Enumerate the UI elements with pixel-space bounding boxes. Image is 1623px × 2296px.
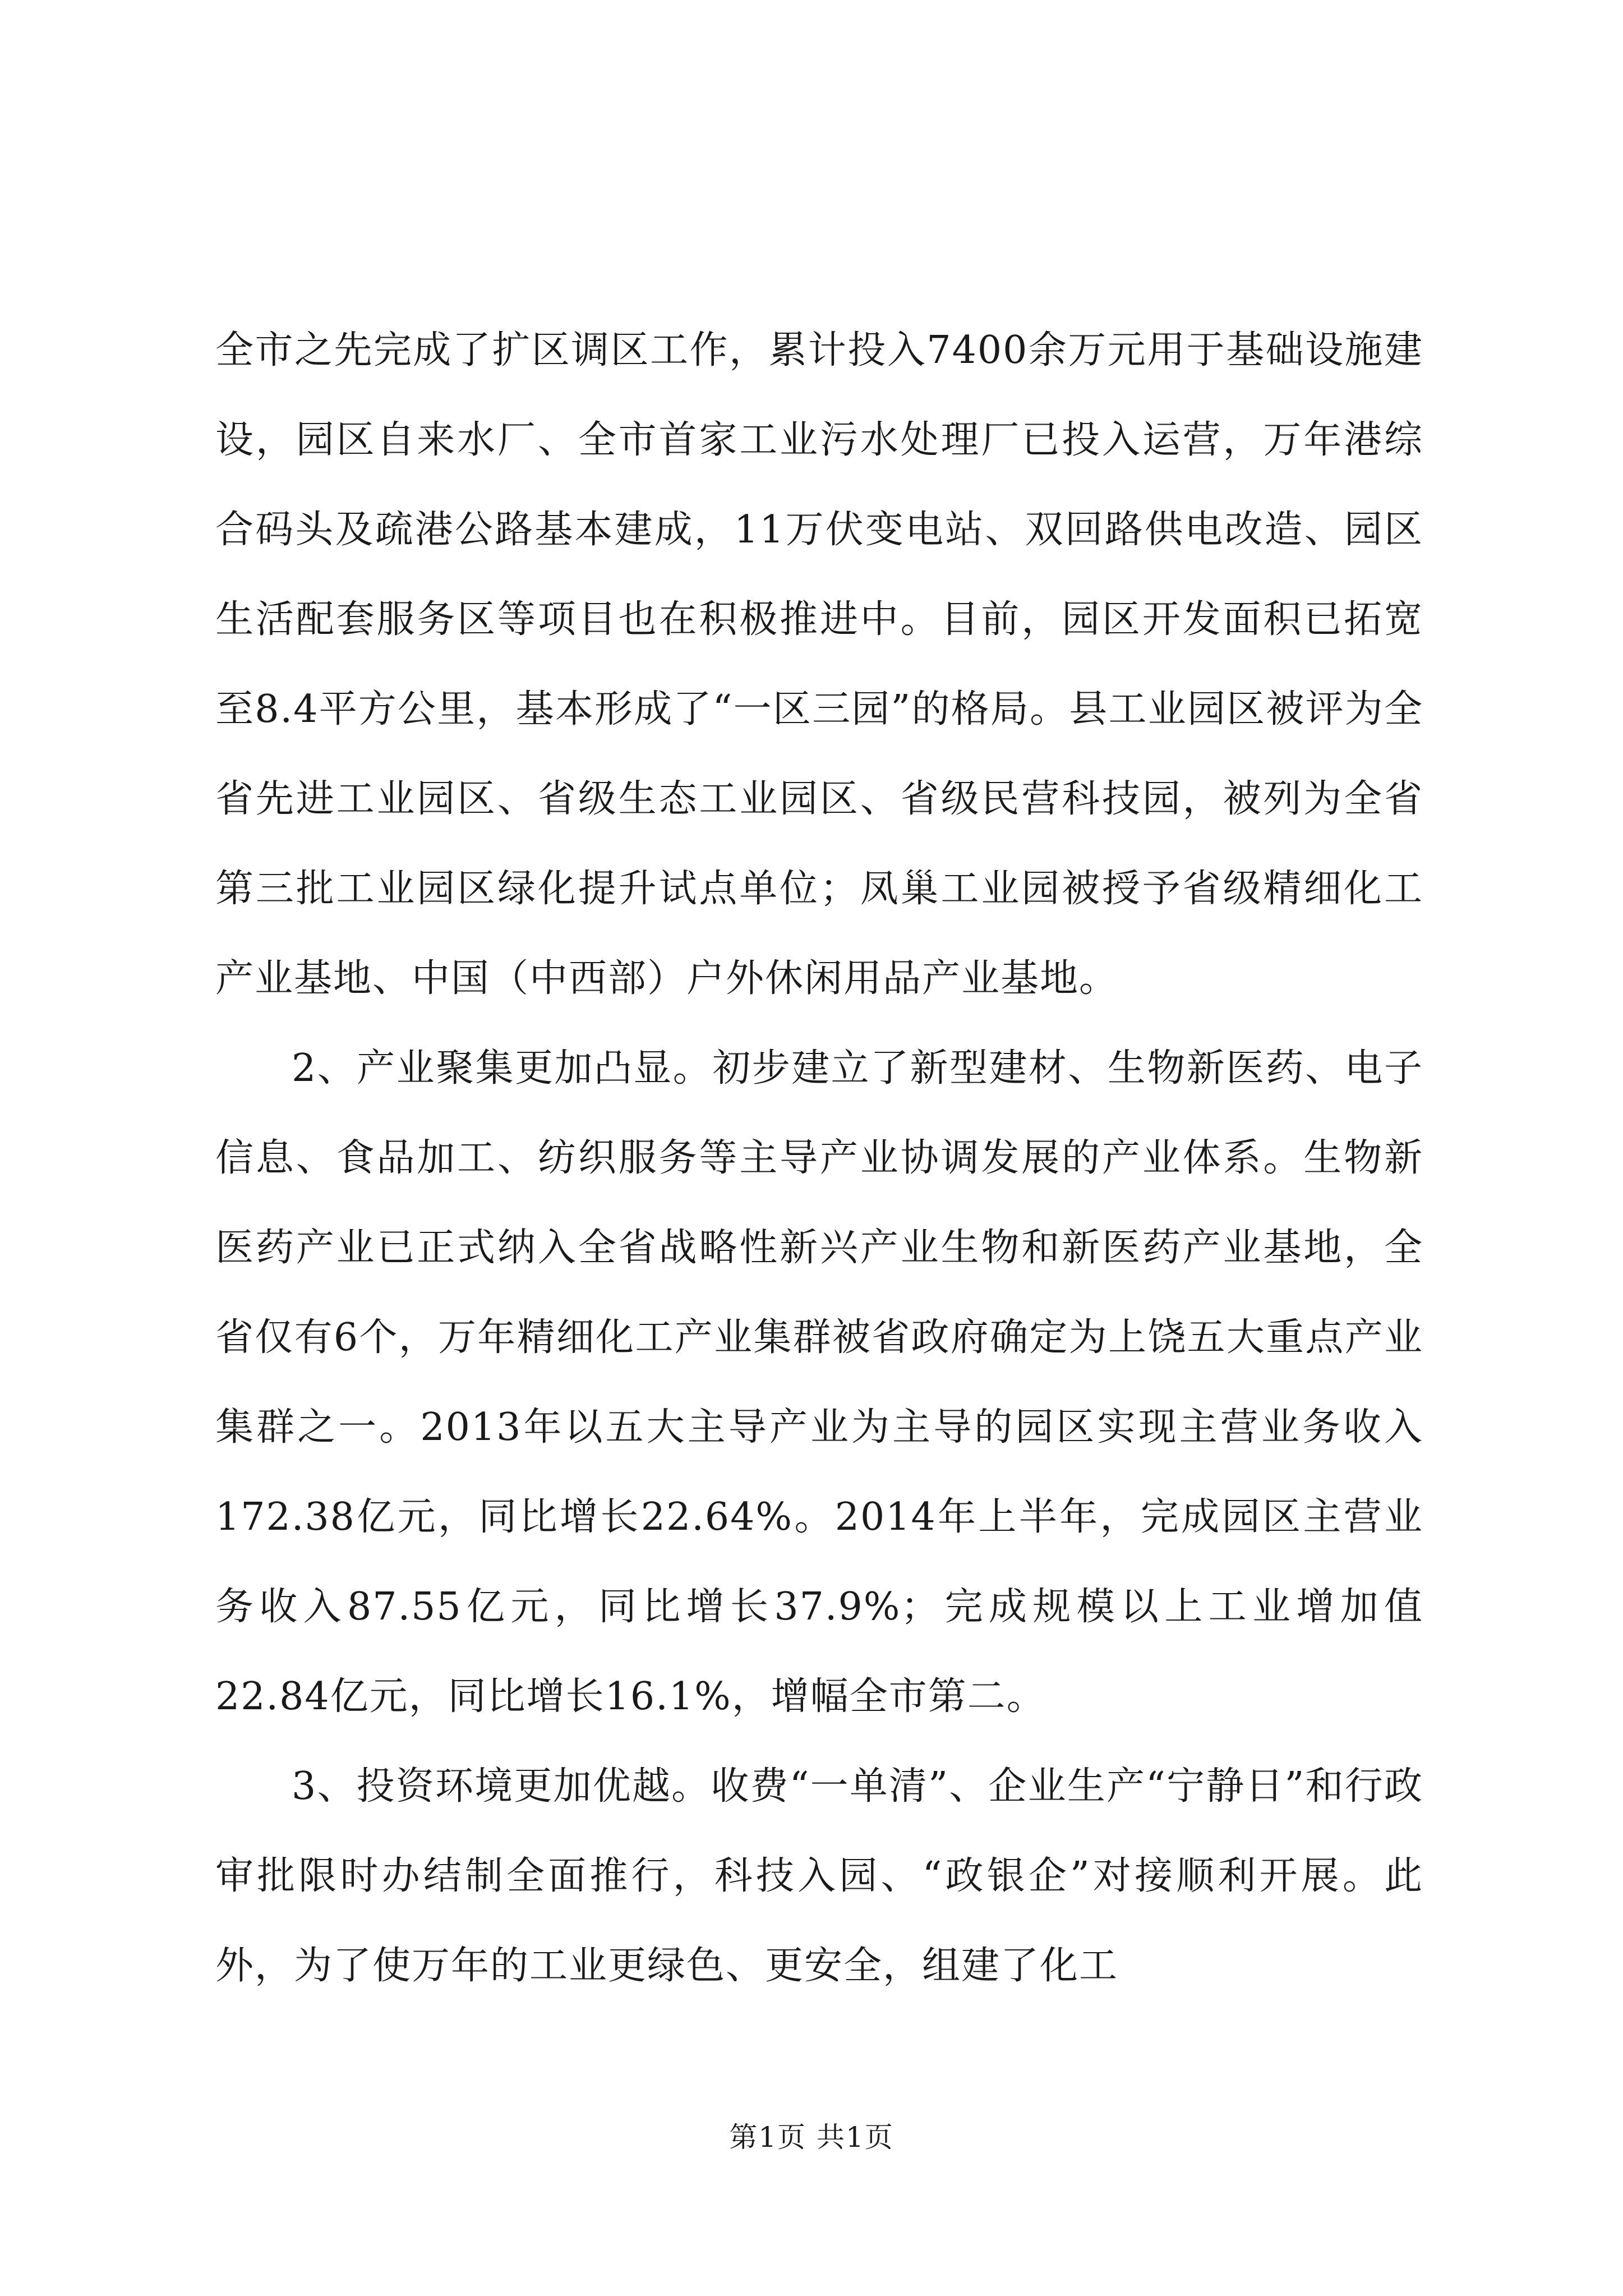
page-footer: 第1页 共1页 — [729, 2121, 894, 2154]
document-body — [215, 306, 1423, 2011]
paragraph-3: 3、投资环境更加优越。收费“一单清”、企业生产“宁静日”和行政审批限时办结制全面推行，科技入园、“政银企”对接顺利开展。此外，为了使万年的工业更绿色、更安全，组建了化工 — [215, 1764, 1423, 1988]
paragraph-2: 2、产业聚集更加凸显。初步建立了新型建材、生物新医药、电子信息、食品加工、纺织服务等主导产业协调发展的产业体系。生物新医药产业已正式纳入全省战略性新兴产业生物和新医药产业基地，全省仅有6个，万年精细化工产业集群被省政府确定为上饶五大重点产业集群之一。2013年以五大主导产业为主导的园区实现主营业务收入172.38亿元，同比增长22.64%。2014年上半年，完成园区主营业务收入87.55亿元，同比增长37.9%；完成规模以上工业增加值22.84亿元，同比增长16.1%，增幅全市第二。 — [215, 1046, 1423, 1719]
paragraph-1: 全市之先完成了扩区调区工作，累计投入7400余万元用于基础设施建设，园区自来水厂、全市首家工业污水处理厂已投入运营，万年港综合码头及疏港公路基本建成，11万伏变电站、双回路供电改造、园区生活配套服务区等项目也在积极推进中。目前，园区开发面积已拓宽至8.4平方公里，基本形成了“一区三园”的格局。县工业园区被评为全省先进工业园区、省级生态工业园区、省级民营科技园，被列为全省第三批工业园区绿化提升试点单位；凤巢工业园被授予省级精细化工产业基地、中国（中西部）户外休闲用品产业基地。 — [215, 328, 1423, 1001]
